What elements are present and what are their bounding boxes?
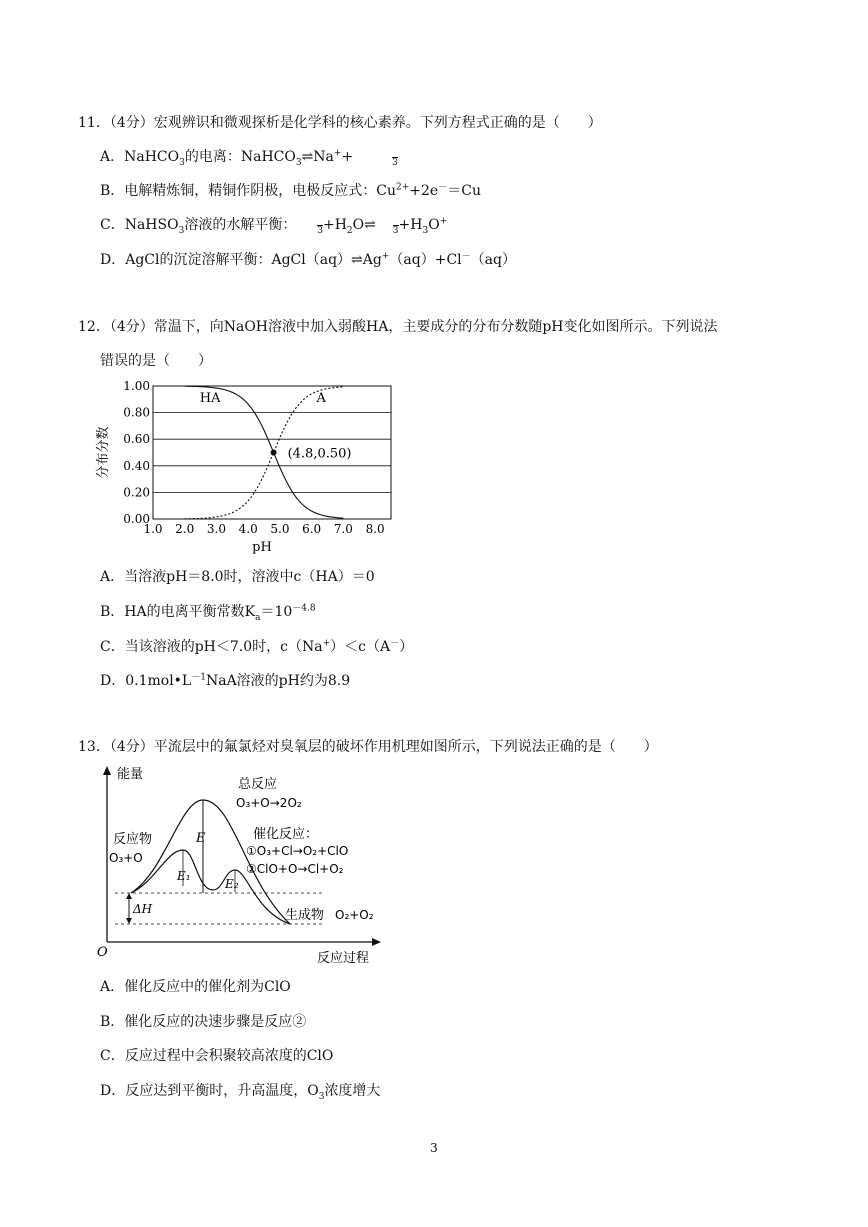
catalytic-equation-1: ①O₃+Cl→O₂+ClO	[246, 844, 349, 858]
q12-option-a: A．当溶液pH＝8.0时，溶液中c（HA）＝0	[100, 569, 375, 585]
q12-stem-line1: 12．（4分）常温下，向NaOH溶液中加入弱酸HA，主要成分的分布分数随pH变化如图所示。下列说法	[78, 319, 718, 335]
e-label: E	[196, 831, 206, 846]
page-number: 3	[430, 1141, 438, 1155]
q13-option-d: D．反应达到平衡时，升高温度，$O_3$浓度增大	[100, 1083, 381, 1102]
q11-option-d: D．AgCl的沉淀溶解平衡：AgCl（aq）⇌Ag+（aq）+Cl－（aq）	[100, 251, 516, 268]
q11-option-b: B．电解精炼铜，精铜作阴极，电极反应式：$Cu^{2+}+2e^-=Cu$	[100, 182, 481, 199]
x-tick-label: 4.0	[238, 522, 258, 536]
y-axis-label: 分布分数	[96, 426, 111, 479]
progress-label: 反应过程	[317, 951, 370, 966]
q13-option-c: C．反应过程中会积聚较高浓度的ClO	[100, 1048, 334, 1064]
y-tick-label: 0.00	[123, 512, 150, 526]
origin-label: O	[97, 945, 108, 960]
q12-option-d: D．$0.1mol•L^{-1}NaA$溶液的pH约为8.9	[100, 672, 351, 689]
q11-stem: 11．（4分）宏观辨识和微观探析是化学科的核心素养。下列方程式正确的是（ ）	[78, 115, 602, 131]
q12-option-b: B．HA的电离平衡常数$K_a=10^{-4.8}$	[100, 603, 316, 623]
intersection-label: (4.8,0.50)	[287, 446, 352, 462]
q12-option-c: C．当该溶液的pH＜7.0时，c（Na+）＜c（A－）	[100, 638, 414, 655]
legend-ha: HA	[199, 390, 221, 406]
q13-stem: 13．（4分）平流层中的氟氯烃对臭氧层的破坏作用机理如图所示，下列说法正确的是（ ）	[78, 739, 658, 755]
x-tick-label: 7.0	[333, 522, 353, 536]
reactant-formula: O₃+O	[109, 851, 143, 865]
y-tick-label: 0.60	[123, 432, 150, 447]
legend-a: A	[316, 390, 326, 406]
progress-axis-arrow	[372, 938, 381, 946]
q13-option-a: A．催化反应中的催化剂为ClO	[100, 979, 291, 995]
energy-diagram	[95, 762, 395, 972]
x-tick-label: 8.0	[365, 522, 385, 536]
energy-label: 能量	[117, 767, 144, 782]
product-formula: O₂+O₂	[335, 908, 374, 922]
y-tick-label: 1.00	[123, 379, 150, 393]
e2-label: E₂	[225, 877, 239, 891]
y-tick-label: 0.40	[123, 458, 150, 473]
q11-option-a: A．NaHCO$_3$的电离：NaHCO$_3$⇌Na++ 3	[100, 148, 398, 168]
x-axis-label: pH	[252, 540, 272, 555]
y-tick-label: 0.20	[123, 485, 150, 500]
catalytic-equation-2: ②ClO+O→Cl+O₂	[246, 862, 344, 876]
q13-option-b: B．催化反应的决速步骤是反应②	[100, 1014, 307, 1030]
y-tick-label: 0.80	[123, 405, 150, 420]
reactant-title: 反应物	[113, 832, 153, 847]
delta-h-label: ΔH	[133, 902, 153, 916]
x-tick-label: 1.0	[143, 522, 163, 536]
e1-label: E₁	[177, 869, 191, 883]
bicarbonate-frac: 3	[392, 158, 398, 168]
q11-option-c: C．NaHSO$_3$溶液的水解平衡： $3+H_2O\rightleftharpoons$ $3+H_3O^+$	[100, 216, 448, 236]
total-equation: O₃+O→2O₂	[236, 796, 302, 810]
x-tick-label: 6.0	[302, 522, 322, 536]
x-tick-label: 3.0	[206, 522, 227, 536]
energy-axis-arrow	[103, 766, 111, 775]
intersection-point	[271, 450, 277, 456]
catalytic-title: 催化反应：	[253, 827, 319, 842]
distribution-chart	[95, 375, 405, 560]
q12-stem-line2: 错误的是（ ）	[100, 353, 212, 369]
x-tick-label: 2.0	[175, 522, 195, 536]
x-tick-label: 5.0	[270, 522, 290, 536]
total-title: 总反应	[238, 777, 278, 792]
product-title: 生成物	[285, 908, 325, 923]
